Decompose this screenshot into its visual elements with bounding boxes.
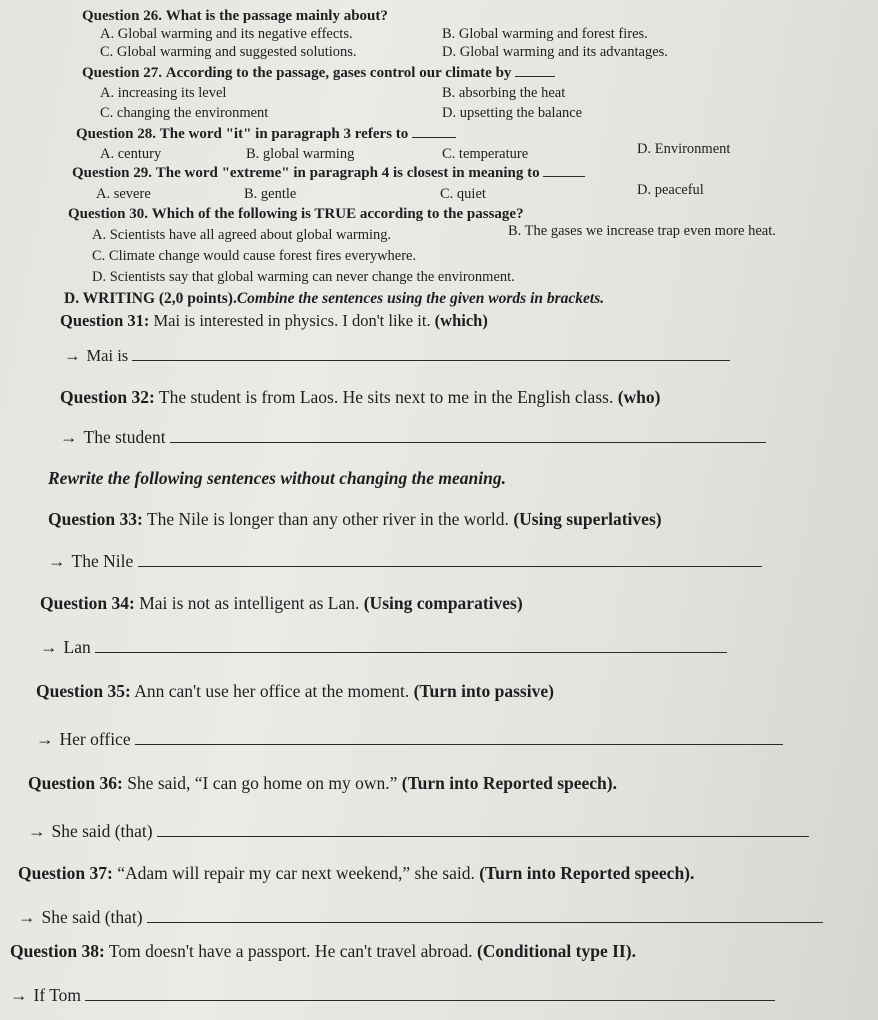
q31-text: Mai is interested in physics. I don't like it. <box>153 311 431 330</box>
q28-option-c[interactable]: C. temperature <box>442 146 529 162</box>
q32-text: The student is from Laos. He sits next to me in the English class. <box>158 387 614 407</box>
q29-option-b[interactable]: B. gentle <box>244 186 297 202</box>
q38-answer-blank[interactable] <box>85 988 775 1001</box>
q34-text: Mai is not as intelligent as Lan. <box>139 593 360 613</box>
q28-text: The word "it" in paragraph 3 refers to <box>159 126 409 142</box>
q27-option-d[interactable]: D. upsetting the balance <box>442 105 583 121</box>
q31-hint: (which) <box>434 311 488 330</box>
q31-number: Question 31: <box>60 311 150 330</box>
q33-answer-row <box>48 550 762 572</box>
rewrite-instruction-row <box>48 467 506 489</box>
q37-prompt <box>18 862 694 884</box>
arrow-icon: → <box>10 985 28 1005</box>
q38-answer-row <box>10 984 775 1006</box>
q26-option-d[interactable]: D. Global warming and its advantages. <box>442 44 668 60</box>
q35-hint: (Turn into passive) <box>413 681 554 701</box>
q35-answer-blank[interactable] <box>135 732 783 745</box>
q36-prompt <box>28 772 617 794</box>
q38-number: Question 38: <box>10 941 105 961</box>
q33-number: Question 33: <box>48 509 143 529</box>
q32-answer-blank[interactable] <box>170 430 766 443</box>
q29-number: Question 29. <box>72 165 153 181</box>
q34-answer-blank[interactable] <box>95 640 727 653</box>
q35-answer-row <box>36 728 783 750</box>
q27-option-b[interactable]: B. absorbing the heat <box>442 85 566 101</box>
q28-blank[interactable] <box>412 125 456 138</box>
arrow-icon: → <box>36 729 54 749</box>
q38-hint: (Conditional type II). <box>476 941 636 961</box>
q27-option-c[interactable]: C. changing the environment <box>100 105 269 121</box>
q27-number: Question 27. <box>82 65 163 81</box>
q36-answer-row <box>28 820 809 842</box>
q29-option-d[interactable]: D. peaceful <box>637 182 704 198</box>
q28-option-b[interactable]: B. global warming <box>246 146 355 162</box>
q32-hint: (who) <box>617 387 661 407</box>
q30-text: Which of the following is TRUE according to the passage? <box>151 206 524 222</box>
q31-starter: Mai is <box>86 346 129 365</box>
q34-answer-row <box>40 636 727 658</box>
q26-text: What is the passage mainly about? <box>165 8 388 24</box>
q36-hint: (Turn into Reported speech). <box>401 773 617 793</box>
q27-text: According to the passage, gases control our climate by <box>165 65 512 81</box>
q32-prompt <box>60 386 660 408</box>
q28-option-d[interactable]: D. Environment <box>637 141 731 157</box>
q27-blank[interactable] <box>515 64 555 77</box>
q35-text: Ann can't use her office at the moment. <box>134 681 410 701</box>
rewrite-instruction: Rewrite the following sentences without changing the meaning. <box>48 468 506 488</box>
arrow-icon: → <box>60 427 78 447</box>
q37-text: “Adam will repair my car next weekend,” she said. <box>117 863 475 883</box>
q38-starter: If Tom <box>33 985 82 1005</box>
q30-option-d[interactable]: D. Scientists say that global warming can never change the environment. <box>92 269 515 285</box>
q31-prompt <box>60 310 488 332</box>
arrow-icon: → <box>64 346 81 365</box>
q32-starter: The student <box>83 427 166 447</box>
q26-option-b[interactable]: B. Global warming and forest fires. <box>442 26 648 42</box>
q31-answer-row <box>64 345 730 367</box>
q29-prompt <box>72 164 585 182</box>
q29-text: The word "extreme" in paragraph 4 is closest in meaning to <box>155 165 540 181</box>
q28-option-a[interactable]: A. century <box>100 146 162 162</box>
q35-starter: Her office <box>59 729 131 749</box>
q35-number: Question 35: <box>36 681 131 701</box>
q33-answer-blank[interactable] <box>138 554 762 567</box>
q35-prompt <box>36 680 554 702</box>
q33-starter: The Nile <box>71 551 134 571</box>
q26-option-a[interactable]: A. Global warming and its negative effects. <box>100 26 353 42</box>
q34-starter: Lan <box>63 637 91 657</box>
q30-prompt <box>68 205 524 223</box>
q28-number: Question 28. <box>76 126 157 142</box>
q33-text: The Nile is longer than any other river in the world. <box>146 509 509 529</box>
q34-prompt <box>40 592 523 614</box>
q36-answer-blank[interactable] <box>157 824 809 837</box>
q28-prompt <box>76 125 456 143</box>
writing-instruction: Combine the sentences using the given words in brackets. <box>236 290 605 307</box>
q32-number: Question 32: <box>60 387 155 407</box>
q34-hint: (Using comparatives) <box>363 593 523 613</box>
q36-starter: She said (that) <box>51 821 153 841</box>
q26-number: Question 26. <box>82 8 163 24</box>
q26-option-c[interactable]: C. Global warming and suggested solutions. <box>100 44 357 60</box>
arrow-icon: → <box>48 551 66 571</box>
q33-hint: (Using superlatives) <box>513 509 662 529</box>
q31-answer-blank[interactable] <box>132 348 730 361</box>
q32-answer-row <box>60 426 766 448</box>
q37-answer-row <box>18 906 823 928</box>
q38-text: Tom doesn't have a passport. He can't travel abroad. <box>108 941 473 961</box>
arrow-icon: → <box>40 637 58 657</box>
q27-option-a[interactable]: A. increasing its level <box>100 85 227 101</box>
arrow-icon: → <box>28 821 46 841</box>
q37-number: Question 37: <box>18 863 113 883</box>
q30-number: Question 30. <box>68 206 149 222</box>
arrow-icon: → <box>18 907 36 927</box>
q30-option-b[interactable]: B. The gases we increase trap even more heat. <box>508 223 776 239</box>
q29-blank[interactable] <box>543 164 585 177</box>
q36-number: Question 36: <box>28 773 123 793</box>
q33-prompt <box>48 508 662 530</box>
q29-option-c[interactable]: C. quiet <box>440 186 486 202</box>
q26-prompt <box>82 7 388 25</box>
writing-heading <box>64 290 604 308</box>
q37-starter: She said (that) <box>41 907 143 927</box>
q37-answer-blank[interactable] <box>147 910 823 923</box>
q34-number: Question 34: <box>40 593 135 613</box>
writing-heading-label: D. WRITING (2,0 points). <box>64 290 237 307</box>
q27-prompt <box>82 64 555 82</box>
q29-option-a[interactable]: A. severe <box>96 186 151 202</box>
q30-option-a[interactable]: A. Scientists have all agreed about global warming. <box>92 227 392 243</box>
q36-text: She said, “I can go home on my own.” <box>127 773 398 793</box>
q38-prompt <box>10 940 636 962</box>
q37-hint: (Turn into Reported speech). <box>479 863 695 883</box>
q30-option-c[interactable]: C. Climate change would cause forest fires everywhere. <box>92 248 417 264</box>
